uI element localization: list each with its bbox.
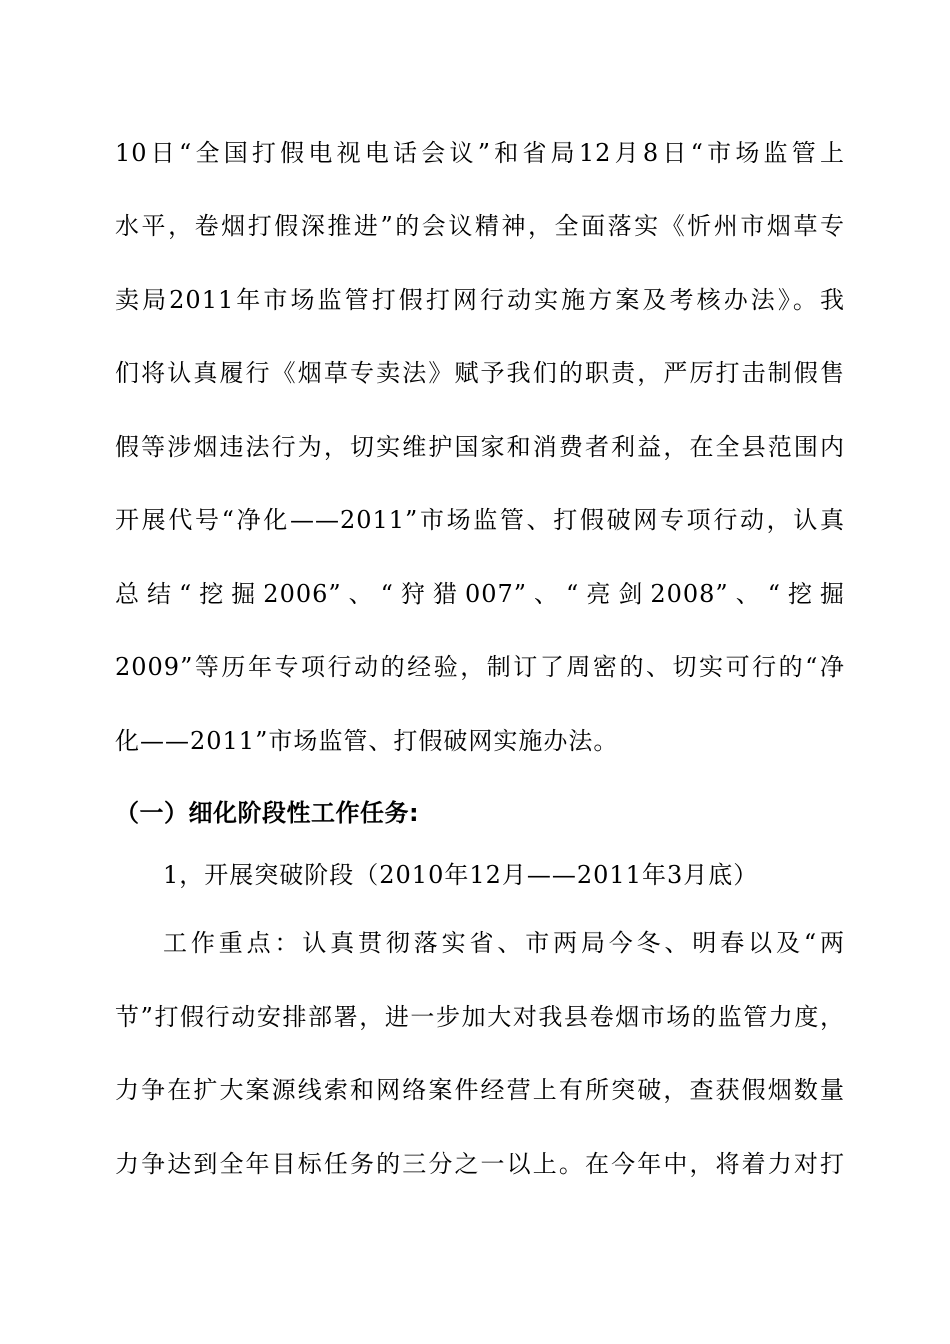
body-text-line: 们将认真履行《烟草专卖法》赋予我们的职责，严厉打击制假售 [115, 359, 845, 387]
body-text-line: 节”打假行动安排部署，进一步加大对我县卷烟市场的监管力度， [115, 1003, 845, 1031]
body-text-line: 开展代号“净化——2011”市场监管、打假破网专项行动，认真 [115, 506, 845, 534]
stage-title: 1，开展突破阶段（2010年12月——2011年3月底） [163, 861, 759, 889]
body-text-line: 水平，卷烟打假深推进”的会议精神，全面落实《忻州市烟草专 [115, 212, 845, 240]
body-text-line: 力争在扩大案源线索和网络案件经营上有所突破，查获假烟数量 [115, 1076, 845, 1104]
body-text-line: 10日“全国打假电视电话会议”和省局12月8日“市场监管上 [115, 139, 845, 167]
body-text-line: 力争达到全年目标任务的三分之一以上。在今年中，将着力对打 [115, 1150, 845, 1178]
body-text-line: 2009”等历年专项行动的经验，制订了周密的、切实可行的“净 [115, 653, 845, 681]
body-text-line: 卖局2011年市场监管打假打网行动实施方案及考核办法》。我 [115, 286, 845, 314]
section-heading: （一）细化阶段性工作任务: [115, 799, 420, 827]
body-text-line: 化——2011”市场监管、打假破网实施办法。 [115, 727, 619, 755]
body-text-line: 工作重点：认真贯彻落实省、市两局今冬、明春以及“两 [163, 929, 845, 957]
body-text-line: 假等涉烟违法行为，切实维护国家和消费者利益，在全县范围内 [115, 433, 845, 461]
body-text-line: 总结“挖掘2006”、“狩猎007”、“亮剑2008”、“挖掘 [115, 580, 845, 608]
